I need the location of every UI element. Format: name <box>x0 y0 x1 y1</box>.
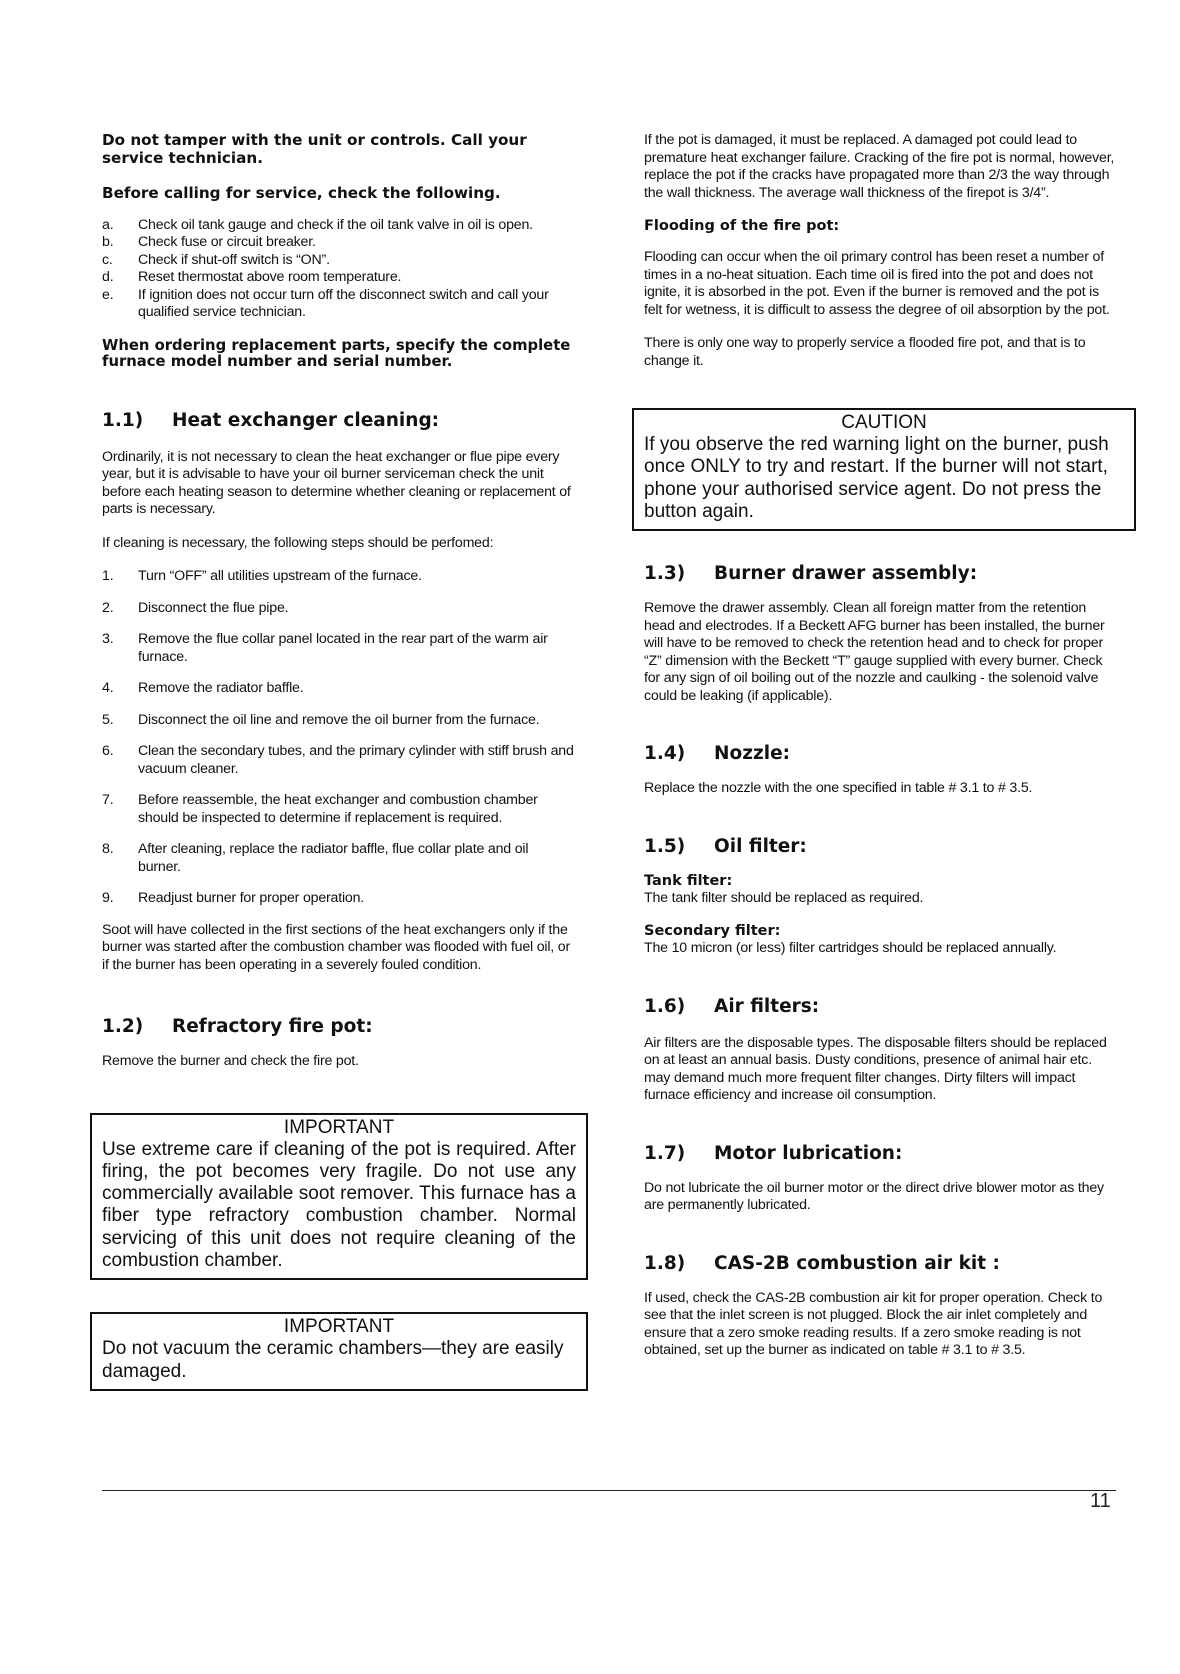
list-item: 9. Readjust burner for proper operation. <box>102 890 365 906</box>
paragraph: Remove the drawer assembly. Clean all foreign matter from the retention head and electrodes. If a Beckett AFG burner has been installed, the burner will have to be removed to check the retention head and to check for proper “Z” dimension with the Beckett “T” gauge supplied with every burner. Check for any sign of oil boiling out of the nozzle and caulking - the solenoid valve could be leaking (if applicable). <box>644 600 1105 704</box>
paragraph: Soot will have collected in the first sections of the heat exchangers only if the burner was started after the combustion chamber was flooded with fuel oil, or if the burner has been operating in a severely fouled condition. <box>102 921 571 973</box>
important-box <box>90 1113 588 1281</box>
paragraph: Do not lubricate the oil burner motor or the direct drive blower motor as they are permanently lubricated. <box>644 1179 1104 1214</box>
flooding-heading: Flooding of the fire pot: <box>644 218 840 234</box>
caution-box <box>632 408 1136 531</box>
section-heading-1-6: 1.6) Air filters: <box>644 995 820 1017</box>
paragraph: Replace the nozzle with the one specified in table # 3.1 to # 3.5. <box>644 780 1033 797</box>
list-item: 3. Remove the flue collar panel located in the rear part of the warm air furnace. <box>102 631 548 665</box>
list-item: b. Check fuse or circuit breaker. <box>102 234 316 250</box>
section-heading-1-5: 1.5) Oil filter: <box>644 835 807 857</box>
important-title: IMPORTANT <box>283 1316 395 1338</box>
caution-text: If you observe the red warning light on the burner, push once ONLY to try and restart. If the burner will not start, phone your authorised service agent. Do not press the button again. <box>644 434 1109 522</box>
section-heading-1-2: 1.2) Refractory fire pot: <box>102 1016 373 1037</box>
paragraph: Flooding can occur when the oil primary control has been reset a number of times in a no-heat situation. Each time oil is fired into the pot and does not ignite, it is absorbed in the pot. Even if the burner is removed and the pot is felt for wetness, it is difficult to assess the degree of oil absorption by the pot. <box>644 249 1110 318</box>
caution-title: CAUTION <box>841 412 927 433</box>
list-item: 7. Before reassemble, the heat exchanger and combustion chamber should be inspected to determine if replacement is required. <box>102 792 538 826</box>
list-item: 6. Clean the secondary tubes, and the primary cylinder with stiff brush and vacuum cleaner. <box>102 743 574 777</box>
list-item: e. If ignition does not occur turn off the disconnect switch and call your qualified service technician. <box>102 286 549 320</box>
important-text: Do not vacuum the ceramic chambers—they are easily damaged. <box>102 1338 564 1382</box>
section-heading-1-1: 1.1) Heat exchanger cleaning: <box>102 409 440 431</box>
paragraph: Remove the burner and check the fire pot. <box>102 1053 359 1069</box>
list-item: 8. After cleaning, replace the radiator baffle, flue collar plate and oil burner. <box>102 841 529 875</box>
page-number: 11 <box>1090 1490 1111 1512</box>
list-item: a. Check oil tank gauge and check if the oil tank valve in oil is open. <box>102 216 533 233</box>
tamper-warning: Do not tamper with the unit or controls. Call your service technician. <box>102 131 527 167</box>
paragraph: If used, check the CAS-2B combustion air kit for proper operation. Check to see that the inlet screen is not plugged. Block the air inlet completely and ensure that a zero smoke reading results. If a zero smoke reading is not obtained, set up the burner as indicated on table # 3.1 to # 3.5. <box>644 1289 1103 1359</box>
list-item: d. Reset thermostat above room temperature. <box>102 269 402 285</box>
list-item: c. Check if shut-off switch is “ON”. <box>102 251 330 268</box>
list-item: 1. Turn “OFF” all utilities upstream of the furnace. <box>102 568 422 584</box>
paragraph: Air filters are the disposable types. The disposable filters should be replaced on at least an annual basis. Dusty conditions, presence of animal hair etc. may demand much more frequent filter changes. Dirty filters will impact furnace efficiency and increase oil consumption. <box>644 1034 1107 1104</box>
paragraph: The tank filter should be replaced as required. <box>644 889 924 906</box>
list-item: 5. Disconnect the oil line and remove the oil burner from the furnace. <box>102 711 540 728</box>
secondary-filter-heading: Secondary filter: <box>644 923 781 940</box>
paragraph: There is only one way to properly service a flooded fire pot, and that is to change it. <box>644 335 1086 369</box>
tank-filter-heading: Tank filter: <box>644 872 733 889</box>
important-text: Use extreme care if cleaning of the pot is required. After firing, the pot becomes very fragile. Do not use any commercially available soot remover. This furnace has a fiber type refractory combustion chamber. Normal servicing of this unit does not require cleaning of the combustion chamber. <box>102 1138 576 1271</box>
list-item: 2. Disconnect the flue pipe. <box>102 599 289 616</box>
list-item: 4. Remove the radiator baffle. <box>102 680 304 696</box>
section-heading-1-7: 1.7) Motor lubrication: <box>644 1142 903 1164</box>
section-heading-1-8: 1.8) CAS-2B combustion air kit : <box>644 1252 1000 1274</box>
footer-rule <box>102 1490 1116 1491</box>
paragraph: The 10 micron (or less) filter cartridges should be replaced annually. <box>644 940 1057 957</box>
section-heading-1-4: 1.4) Nozzle: <box>644 743 791 765</box>
left-column <box>102 132 574 1391</box>
paragraph: If the pot is damaged, it must be replaced. A damaged pot could lead to premature heat exchanger failure. Cracking of the fire pot is normal, however, replace the pot if the cracks have propagated more than 2/3 the way through the wall thickness. The average wall thickness of the firepot is 3/4”. <box>644 132 1115 201</box>
before-calling-heading: Before calling for service, check the following. <box>102 184 501 202</box>
section-heading-1-3: 1.3) Burner drawer assembly: <box>644 563 978 585</box>
cleaning-steps <box>102 568 574 908</box>
important-title: IMPORTANT <box>283 1116 395 1138</box>
important-box <box>90 1312 588 1391</box>
ordering-note: When ordering replacement parts, specify the complete furnace model number and serial number. <box>102 336 571 370</box>
paragraph: If cleaning is necessary, the following steps should be perfomed: <box>102 534 494 551</box>
paragraph: Ordinarily, it is not necessary to clean the heat exchanger or flue pipe every year, but it is advisable to have your oil burner serviceman check the unit before each heating season to determine whether cleaning or replacement of parts is necessary. <box>102 448 571 517</box>
service-checklist <box>102 217 574 322</box>
right-column <box>644 132 1118 1360</box>
